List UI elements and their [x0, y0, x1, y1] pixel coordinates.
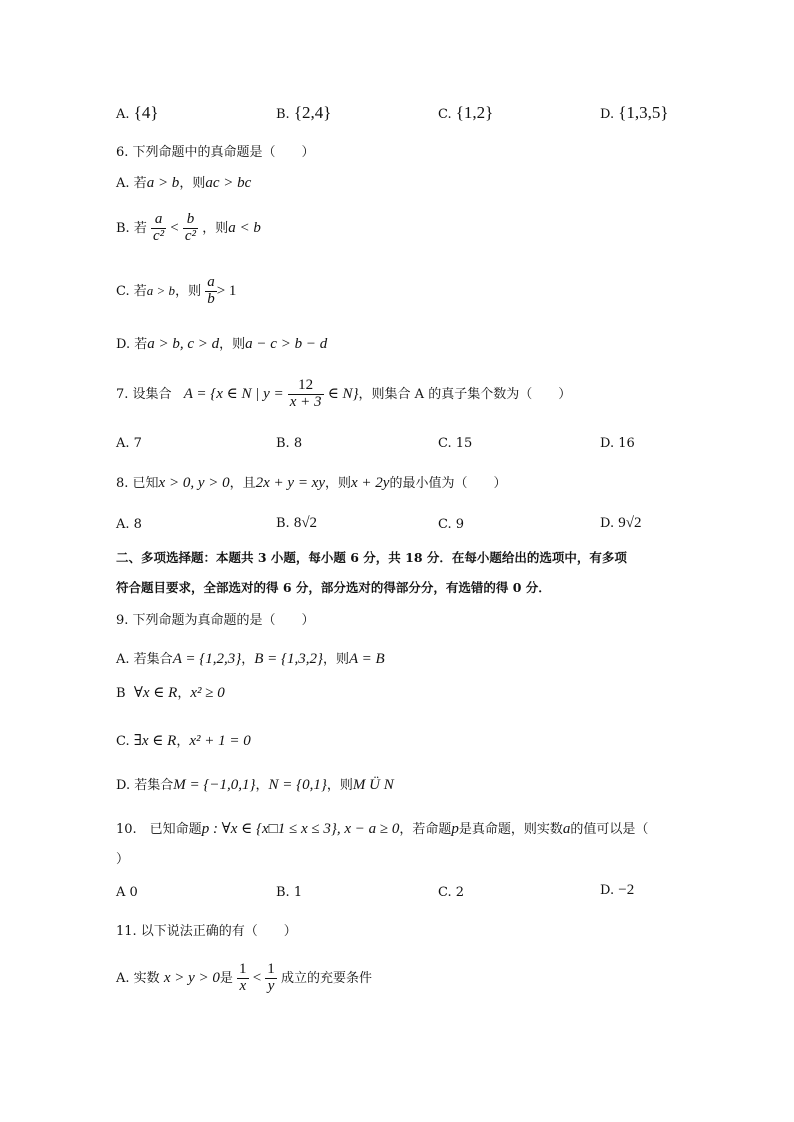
q6-option-a: A. 若a > b，则ac > bc [116, 175, 252, 191]
fraction-a-over-b: $\frac{a}{b}$ [207, 274, 215, 307]
q9-option-c: C. ∃x ∈ R，x² + 1 = 0 [116, 733, 251, 749]
q8-stem: 8. 已知x > 0, y > 0，且2x + y = xy，则x + 2y的最小值为（ ） [116, 475, 507, 491]
fraction-1-over-x: $\frac{1}{x}$ [239, 961, 247, 994]
q8-option-b: B. 8√2 [276, 515, 318, 531]
q5-option-c: C. {1,2} [438, 103, 494, 122]
q10-option-d: D. −2 [600, 882, 635, 898]
fraction-a-over-c2: $\frac{a}{\text{c²}}$ [152, 211, 165, 244]
fraction-12-over-x-plus-3: $\frac{12}{x + 3}$ [289, 377, 322, 410]
q9-option-b: B ∀x ∈ R，x² ≥ 0 [116, 685, 225, 701]
fraction-b-over-c2: $\frac{b}{\text{c²}}$ [184, 211, 197, 244]
q7-stem: 7. 设集合 A = {x ∈ N | y = $\frac{12}{x + 3}$ ∈ N}，则集合 A 的真子集个数为（ ） [116, 377, 572, 410]
q5-option-b: B. {2,4} [276, 103, 332, 122]
q10-option-b: B. 1 [276, 885, 303, 900]
q9-option-a: A. 若集合A = {1,2,3}，B = {1,3,2}，则A = B [116, 651, 385, 667]
q10-option-a: A 0 [116, 885, 138, 900]
q10-stem-continuation: ） [116, 852, 130, 867]
q10-stem: 10. 已知命题p : ∀x ∈ {x□1 ≤ x ≤ 3}, x − a ≥ 0，若命题p是真命题，则实数a的值可以是（ [116, 821, 649, 837]
q10-option-c: C. 2 [438, 885, 465, 900]
q9-stem: 9. 下列命题为真命题的是（ ） [116, 613, 315, 628]
q9-option-d: D. 若集合M = {−1,0,1}，N = {0,1}，则M Ü N [116, 777, 394, 793]
q8-option-d: D. 9√2 [600, 515, 642, 531]
q7-option-c: C. 15 [438, 436, 473, 451]
q5-option-d: D. {1,3,5} [600, 103, 669, 122]
q7-option-d: D. 16 [600, 436, 635, 451]
q11-option-a: A. 实数 x > y > 0是 $\frac{1}{x}$ < $\frac{1}{y}$ 成立的充要条件 [116, 961, 372, 994]
fraction-1-over-y: $\frac{1}{y}$ [267, 961, 275, 994]
q7-option-b: B. 8 [276, 436, 303, 451]
q7-option-a: A. 7 [116, 436, 142, 451]
q6-option-d: D. 若a > b, c > d，则a − c > b − d [116, 336, 328, 352]
q6-stem: 6. 下列命题中的真命题是（ ） [116, 145, 315, 160]
q5-option-a: A. {4} [116, 103, 159, 122]
q6-option-b: B. 若 $\frac{a}{\text{c²}}$ < $\frac{b}{\text{c²}}$ ，则a < b [116, 211, 261, 244]
q11-stem: 11. 以下说法正确的有（ ） [116, 924, 297, 939]
section2-heading-line2: 符合题目要求，全部选对的得 6 分，部分选对的得部分分，有选错的得 0 分． [116, 580, 551, 595]
q6-option-c: C. 若a > b，则 $\frac{a}{b}$ > 1 [116, 274, 237, 307]
q8-option-c: C. 9 [438, 517, 465, 532]
section2-heading-line1: 二、多项选择题：本题共 3 小题，每小题 6 分，共 18 分．在每小题给出的选项中，有多项 [116, 550, 627, 565]
q8-option-a: A. 8 [116, 517, 142, 532]
